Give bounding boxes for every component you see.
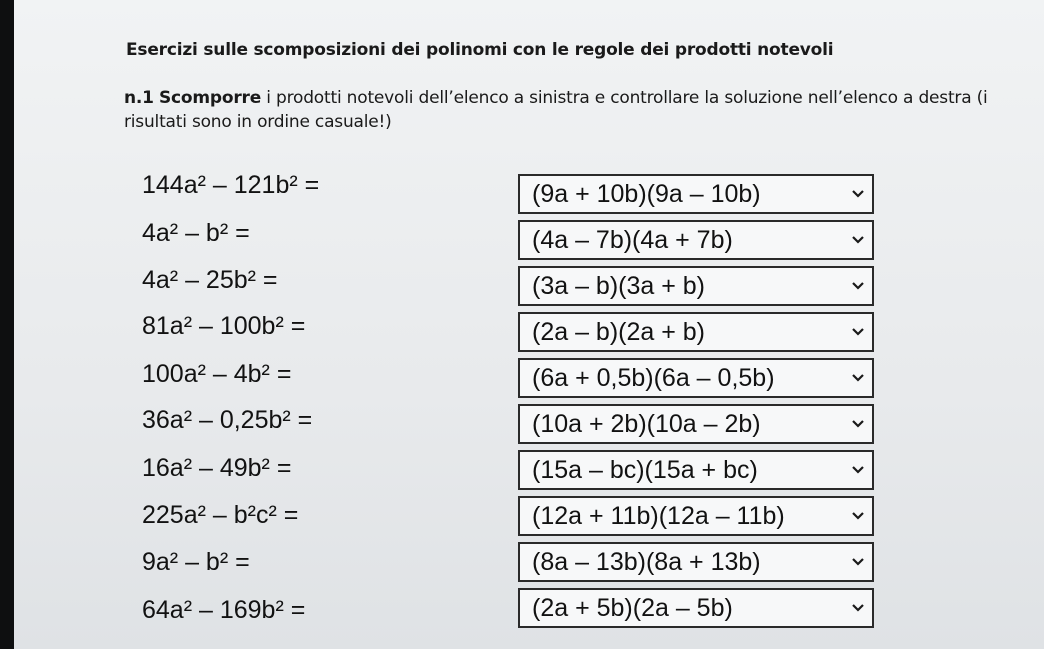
chevron-down-icon[interactable] <box>844 406 872 442</box>
expression-6: 36a² – 0,25b² = <box>142 406 313 434</box>
answer-dropdown-value: (12a + 11b)(12a – 11b) <box>532 501 785 530</box>
answer-dropdown-value: (10a + 2b)(10a – 2b) <box>532 409 761 438</box>
chevron-down-icon[interactable] <box>844 498 872 534</box>
answer-dropdown-value: (15a – bc)(15a + bc) <box>532 455 758 484</box>
expression-10: 64a² – 169b² = <box>142 596 306 624</box>
chevron-down-icon[interactable] <box>844 314 872 350</box>
answer-dropdown-10[interactable] <box>518 588 874 628</box>
answer-dropdown-4[interactable] <box>518 312 874 352</box>
page-title: Esercizi sulle scomposizioni dei polinomi con le regole dei prodotti notevoli <box>126 40 834 60</box>
answer-dropdown-9[interactable] <box>518 542 874 582</box>
chevron-down-icon[interactable] <box>844 452 872 488</box>
answer-dropdown-value: (3a – b)(3a + b) <box>532 271 706 300</box>
exercise-instructions <box>124 86 1004 134</box>
answer-dropdown-value: (4a – 7b)(4a + 7b) <box>532 225 733 254</box>
chevron-down-icon[interactable] <box>844 222 872 258</box>
expression-7: 16a² – 49b² = <box>142 454 292 482</box>
expression-2: 4a² – b² = <box>142 219 250 247</box>
answer-dropdown-value: (6a + 0,5b)(6a – 0,5b) <box>532 363 775 392</box>
screen-bezel <box>0 0 14 649</box>
expression-5: 100a² – 4b² = <box>142 360 292 388</box>
exercise-text: i prodotti notevoli dell’elenco a sinistra e controllare la soluzione nell’elenco a destra (i risultati sono in ordine casuale!) <box>124 88 988 132</box>
answer-dropdown-1[interactable] <box>518 174 874 214</box>
answer-dropdown-5[interactable] <box>518 358 874 398</box>
answer-dropdown-value: (9a + 10b)(9a – 10b) <box>532 179 761 208</box>
expression-1: 144a² – 121b² = <box>142 171 320 199</box>
answer-dropdown-6[interactable] <box>518 404 874 444</box>
answer-dropdown-7[interactable] <box>518 450 874 490</box>
chevron-down-icon[interactable] <box>844 176 872 212</box>
chevron-down-icon[interactable] <box>844 360 872 396</box>
expression-3: 4a² – 25b² = <box>142 266 278 294</box>
answer-dropdown-3[interactable] <box>518 266 874 306</box>
exercise-verb: Scomporre <box>159 88 262 108</box>
expression-4: 81a² – 100b² = <box>142 312 306 340</box>
answer-dropdown-value: (2a – b)(2a + b) <box>532 317 706 346</box>
answer-dropdown-value: (8a – 13b)(8a + 13b) <box>532 547 761 576</box>
chevron-down-icon[interactable] <box>844 590 872 626</box>
chevron-down-icon[interactable] <box>844 268 872 304</box>
expression-8: 225a² – b²c² = <box>142 501 299 529</box>
expression-9: 9a² – b² = <box>142 548 250 576</box>
answer-dropdown-8[interactable] <box>518 496 874 536</box>
answer-dropdown-2[interactable] <box>518 220 874 260</box>
answer-dropdown-value: (2a + 5b)(2a – 5b) <box>532 593 733 622</box>
exercise-number: n.1 <box>124 88 154 108</box>
chevron-down-icon[interactable] <box>844 544 872 580</box>
